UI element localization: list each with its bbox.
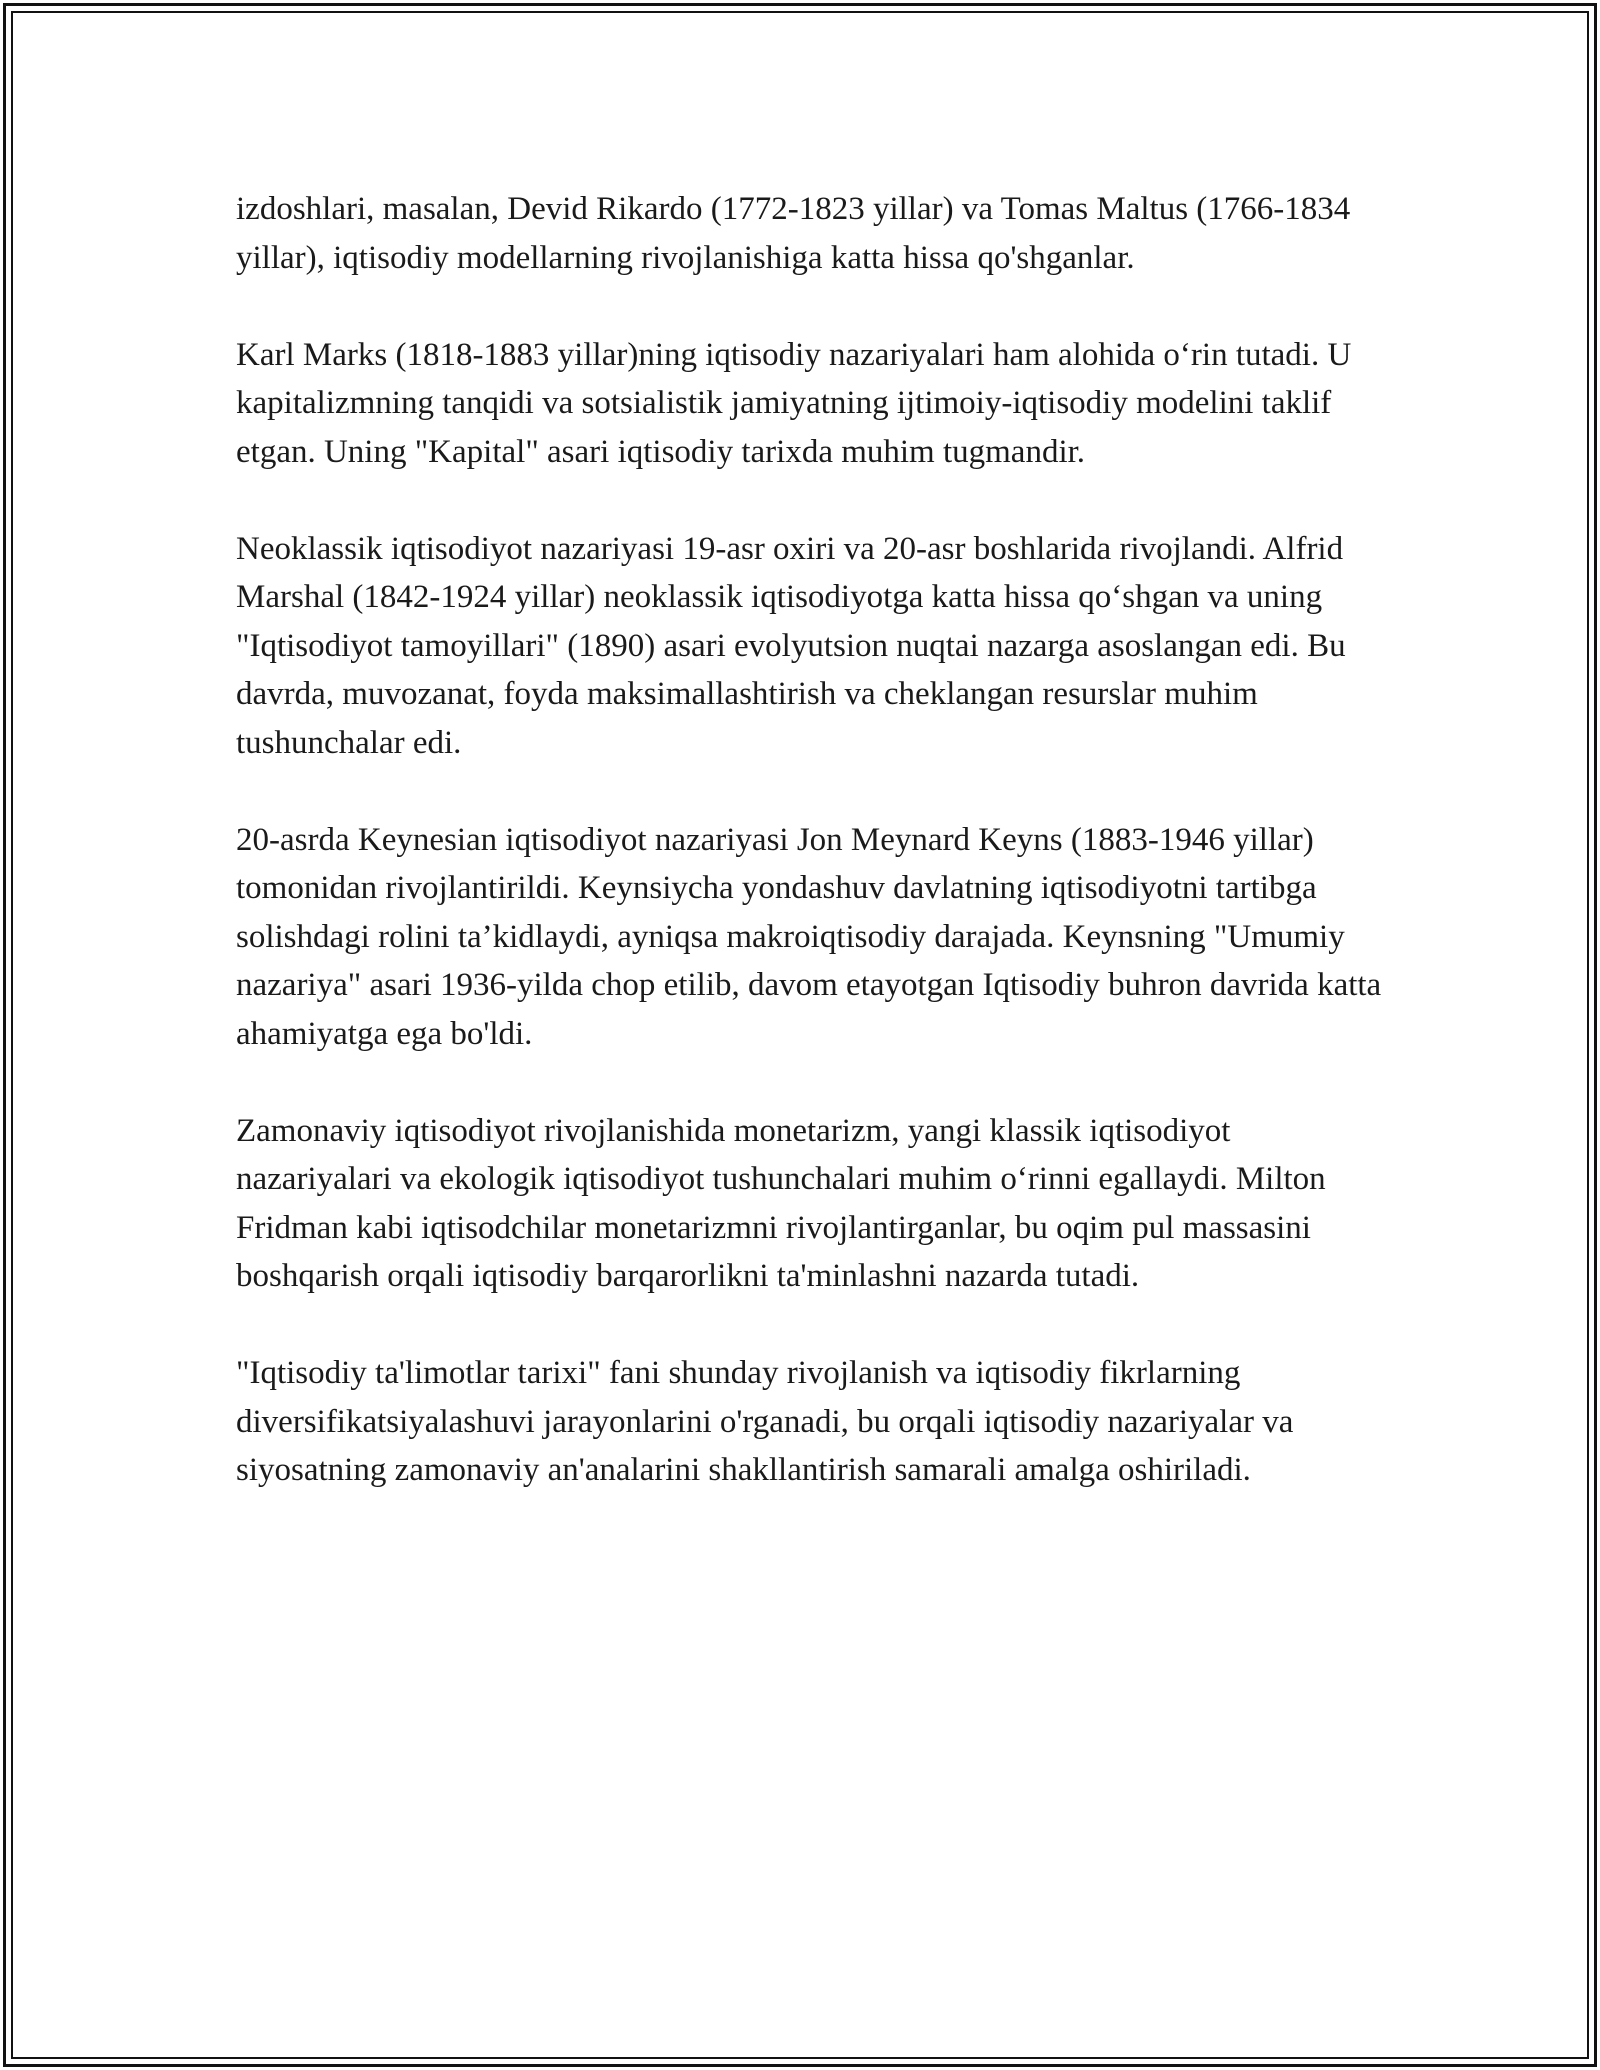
document-body <box>236 185 1386 1543</box>
paragraph-neoklassik: Neoklassik iqtisodiyot nazariyasi 19-asr oxiri va 20-asr boshlarida rivojlandi. Alfrid Marshal (1842-1924 yillar) neoklassik iqtisodiyotga katta hissa qo‘shgan va uning "Iqtisodiyot tamoyillari" (1890) asari evolyutsion nuqtai nazarga asoslangan edi. Bu davrda, muvozanat, foyda maksimallashtirish va cheklangan resurslar muhim tushunchalar edi. <box>236 530 1346 761</box>
paragraph-rikardo-maltus: izdoshlari, masalan, Devid Rikardo (1772-1823 yillar) va Tomas Maltus (1766-1834 yillar), iqtisodiy modellarning rivojlanishiga katta hissa qo'shganlar. <box>236 191 1351 276</box>
paragraph-talimotlar-tarixi: "Iqtisodiy ta'limotlar tarixi" fani shunday rivojlanish va iqtisodiy fikrlarning diversifikatsiyalashuvi jarayonlarini o'rganadi, bu orqali iqtisodiy nazariyalar va siyosatning zamonaviy an'analarini shakllantirish samarali amalga oshiriladi. <box>236 1355 1294 1488</box>
paragraph-karl-marks: Karl Marks (1818-1883 yillar)ning iqtisodiy nazariyalari ham alohida o‘rin tutadi. U kapitalizmning tanqidi va sotsialistik jamiyatning ijtimoiy-iqtisodiy modelini taklif etgan. Uning "Kapital" asari iqtisodiy tarixda muhim tugmandir. <box>236 336 1352 470</box>
paragraph-keynesian: 20-asrda Keynesian iqtisodiyot nazariyasi Jon Meynard Keyns (1883-1946 yillar) tomonidan rivojlantirildi. Keynsiycha yondashuv davlatning iqtisodiyotni tartibga solishdagi rolini ta’kidlaydi, ayniqsa makroiqtisodiy darajada. Keynsning "Umumiy nazariya" asari 1936-yilda chop etilib, davom etayotgan Iqtisodiy buhron davrida katta ahamiyatga ega bo'ldi. <box>236 821 1382 1052</box>
paragraph-zamonaviy: Zamonaviy iqtisodiyot rivojlanishida monetarizm, yangi klassik iqtisodiyot nazariyalari va ekologik iqtisodiyot tushunchalari muhim o‘rinni egallaydi. Milton Fridman kabi iqtisodchilar monetarizmni rivojlantirganlar, bu oqim pul massasini boshqarish orqali iqtisodiy barqarorlikni ta'minlashni nazarda tutadi. <box>236 1112 1326 1294</box>
